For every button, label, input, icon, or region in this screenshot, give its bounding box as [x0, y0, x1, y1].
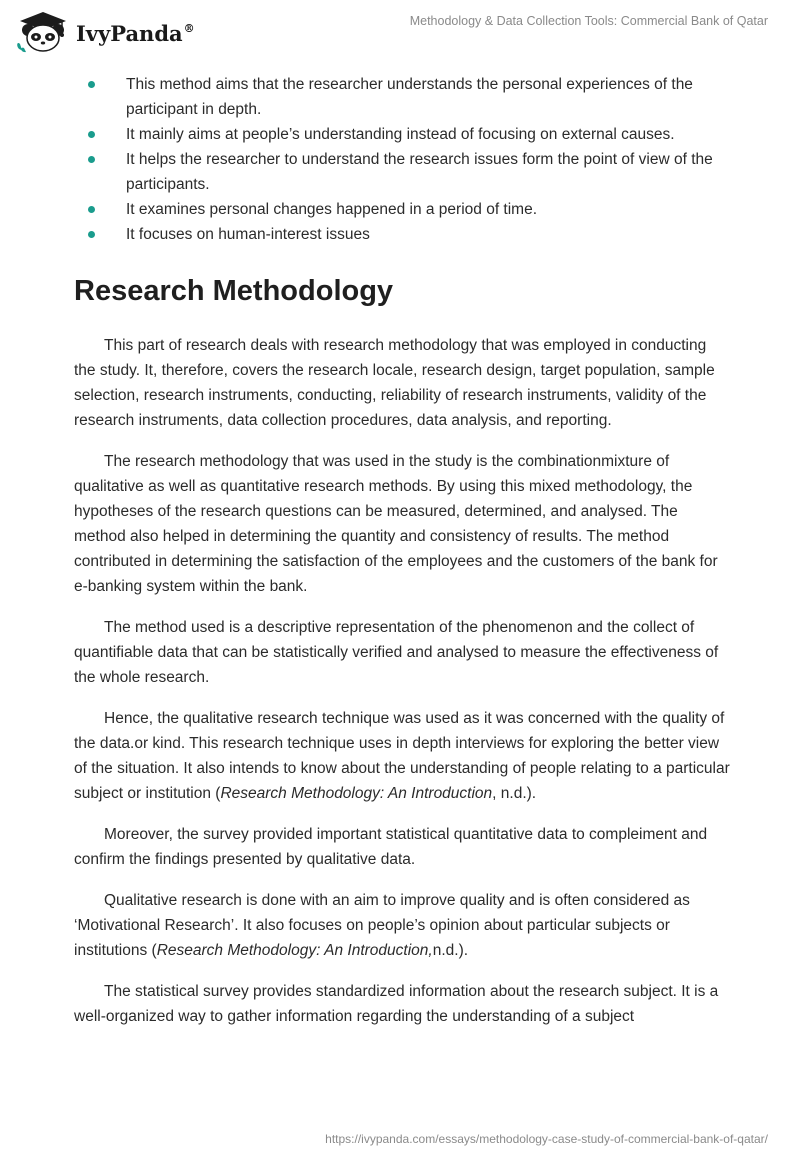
ivypanda-logo[interactable] — [14, 10, 195, 54]
list-item: It mainly aims at people’s understanding instead of focusing on external causes. — [74, 122, 730, 147]
paragraph: Moreover, the survey provided important statistical quantitative data to compleiment and confirm the findings presented by qualitative data. — [74, 826, 708, 868]
brand-name: IvyPanda® — [76, 20, 195, 46]
bullet-icon — [88, 81, 95, 88]
paragraph: The method used is a descriptive representation of the phenomenon and the collect of quantifiable data that can be statistically verified and analysed to measure the effectiveness of the whole research. — [74, 619, 719, 686]
bullet-icon — [88, 131, 95, 138]
paragraph: The statistical survey provides standardized information about the research subject. It is a well-organized way to gather information regarding the understanding of a subject — [74, 983, 719, 1025]
paragraph: This part of research deals with research methodology that was employed in conducting the study. It, therefore, covers the research locale, research design, target population, sample selection, research instruments, conducting, reliability of research instruments, validity of the research instruments, data collection procedures, data analysis, and reporting. — [74, 337, 715, 429]
source-url-link[interactable]: https://ivypanda.com/essays/methodology-case-study-of-commercial-bank-of-qatar/ — [325, 1132, 768, 1146]
list-item: This method aims that the researcher understands the personal experiences of the participant in depth. — [74, 72, 730, 122]
list-item: It helps the researcher to understand the research issues form the point of view of the participants. — [74, 147, 730, 197]
section-heading: Research Methodology — [74, 275, 394, 307]
bullet-icon — [88, 231, 95, 238]
panda-graduate-icon — [14, 10, 72, 54]
document-title: Methodology & Data Collection Tools: Commercial Bank of Qatar — [409, 14, 768, 28]
paragraph: The research methodology that was used in the study is the combinationmixture of qualitative as well as quantitative research methods. By using this mixed methodology, the hypotheses of the research questions can be measured, determined, and analysed. The method also helped in determining the quantity and consistency of results. The method contributed in determining the satisfaction of the employees and the customers of the bank for e-banking system within the bank. — [74, 453, 718, 595]
paragraph: Hence, the qualitative research technique was used as it was concerned with the quality of the data.or kind. This research technique uses in depth interviews for exploring the better view of the situation. It also intends to know about the understanding of people relating to a particular subject or institution (Research Methodology: An Introduction, n.d.). — [74, 710, 730, 802]
page-header — [0, 0, 800, 64]
article-body — [74, 72, 730, 1029]
list-item: It focuses on human-interest issues — [74, 222, 730, 247]
bullet-icon — [88, 206, 95, 213]
bullet-list — [74, 72, 730, 247]
citation: Research Methodology: An Introduction — [220, 785, 493, 802]
bullet-icon — [88, 156, 95, 163]
list-item: It examines personal changes happened in a period of time. — [74, 197, 730, 222]
paragraph: Qualitative research is done with an aim to improve quality and is often considered as ‘Motivational Research’. It also focuses on people’s opinion about particular subjects or institutions (Research Methodology: An Introduction,n.d.). — [74, 892, 690, 959]
citation: Research Methodology: An Introduction, — [156, 942, 433, 959]
